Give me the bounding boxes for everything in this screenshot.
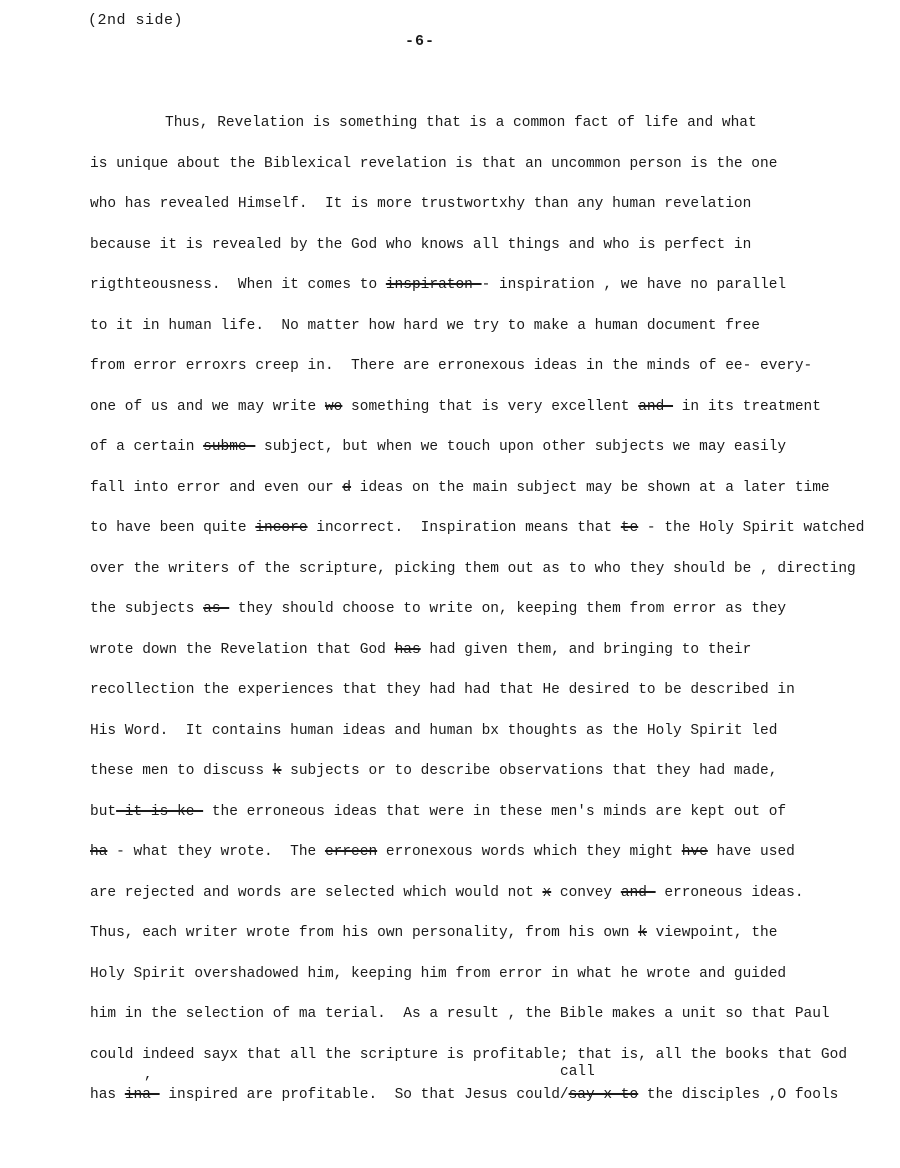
text-line [90,387,885,428]
text-line [90,1035,885,1076]
text-segment: him in the selection of ma terial. As a result , the Bible makes a unit so that Paul [90,1006,830,1022]
text-line [90,792,885,833]
struck-text: x [542,884,552,901]
text-line [90,549,885,590]
text-segment: these men to discuss [90,763,273,779]
text-segment: are rejected and words are selected which would not [90,884,543,901]
text-line [90,832,885,873]
text-line [90,630,885,671]
text-segment: from error erroxrs creep in. There are erronexous ideas in the minds of ee- every- [90,358,813,374]
text-line [90,913,885,954]
text-segment: ideas on the main subject may be shown at a later time [351,479,830,496]
text-segment: - what they wrote. The [107,844,325,860]
text-segment: the disciples ,O fools [638,1087,839,1103]
text-line [90,873,885,914]
text-segment: over the writers of the scripture, picking them out as to who they should be , directing [90,560,856,577]
text-segment: could indeed sayx that all the scripture is profitable; that is, all the books that God [90,1046,848,1063]
text-line [90,346,885,387]
struck-text: and- [620,884,656,901]
text-line [90,508,885,549]
struck-text: subme- [203,439,256,455]
struck-text: it is ke- [116,803,204,820]
struck-text: hve [681,844,708,860]
text-line [90,427,885,468]
text-segment: inspired are profitable. So that Jesus could/ [159,1087,569,1103]
struck-text: has [394,641,421,658]
text-segment: viewpoint, the [646,925,778,941]
text-segment: incorrect. Inspiration means that [307,520,621,536]
text-line [90,144,885,185]
text-segment: has [90,1087,125,1103]
text-segment: have used [707,844,795,860]
text-segment: to it in human life. No matter how hard we try to make a human document free [90,317,761,334]
text-line [90,103,885,144]
struck-text: k [638,925,647,941]
text-segment: of a certain [90,439,204,455]
text-line [90,468,885,509]
side-note: (2nd side) [88,12,184,29]
text-segment: the subjects [90,601,204,617]
text-segment: recollection the experiences that they had had that He desired to be described in [90,682,795,698]
text-segment: Thus, each writer wrote from his own personality, from his own [90,925,639,941]
struck-text: erreen [324,844,378,860]
struck-text: d [342,479,352,496]
stray-mark: , [144,1067,153,1083]
struck-text: ha [90,844,108,860]
struck-text: incore [255,520,308,536]
struck-text: k [272,763,282,779]
text-line [90,225,885,266]
text-line [90,1075,885,1116]
text-line [90,184,885,225]
text-segment: to have been quite [90,520,256,536]
text-segment: the erroneous ideas that were in these men's minds are kept out of [203,803,787,820]
text-segment: subject, but when we touch upon other subjects we may easily [255,439,787,455]
text-line [90,711,885,752]
text-segment: one of us and we may write [90,398,325,415]
text-segment: but [90,803,117,820]
text-segment: His Word. It contains human ideas and human bx thoughts as the Holy Spirit led [90,722,778,739]
text-segment: is unique about the Biblexical revelation is that an uncommon person is the one [90,155,778,172]
text-segment: because it is revealed by the God who knows all things and who is perfect in [90,236,752,253]
text-line [90,306,885,347]
text-segment: in its treatment [673,398,821,415]
text-segment: subjects or to describe observations that they had made, [281,763,778,779]
text-line [90,589,885,630]
text-segment: who has revealed Himself. It is more trustwortxhy than any human revelation [90,196,752,212]
text-segment: erronexous words which they might [377,844,682,860]
text-segment: erroneous ideas. [655,884,804,901]
text-segment: fall into error and even our [90,479,343,496]
struck-text: inspiraton- [385,277,482,293]
text-segment: wrote down the Revelation that God [90,641,395,658]
struck-text: te [620,520,639,536]
text-segment: had given them, and bringing to their [420,641,752,658]
struck-text: ina- [124,1087,160,1103]
inserted-word: call [560,1064,595,1080]
struck-text: say x to [568,1087,639,1103]
text-segment: rigthteousness. When it comes to [90,277,386,293]
text-segment: - the Holy Spirit watched [638,520,865,536]
text-segment: Thus, Revelation is something that is a common fact of life and what [165,115,757,131]
text-segment: convey [551,884,621,901]
text-line [90,670,885,711]
struck-text: wo [324,398,343,415]
text-segment: - inspiration , we have no parallel [481,277,787,293]
page-number: -6- [405,33,436,50]
document-body [90,103,885,1116]
text-line [90,265,885,306]
text-line [90,751,885,792]
text-line [90,954,885,995]
struck-text: as- [203,601,230,617]
text-segment: they should choose to write on, keeping them from error as they [229,601,787,617]
text-line [90,994,885,1035]
text-segment: something that is very excellent [342,398,639,415]
struck-text: and- [638,398,674,415]
text-segment: Holy Spirit overshadowed him, keeping him from error in what he wrote and guided [90,965,787,982]
